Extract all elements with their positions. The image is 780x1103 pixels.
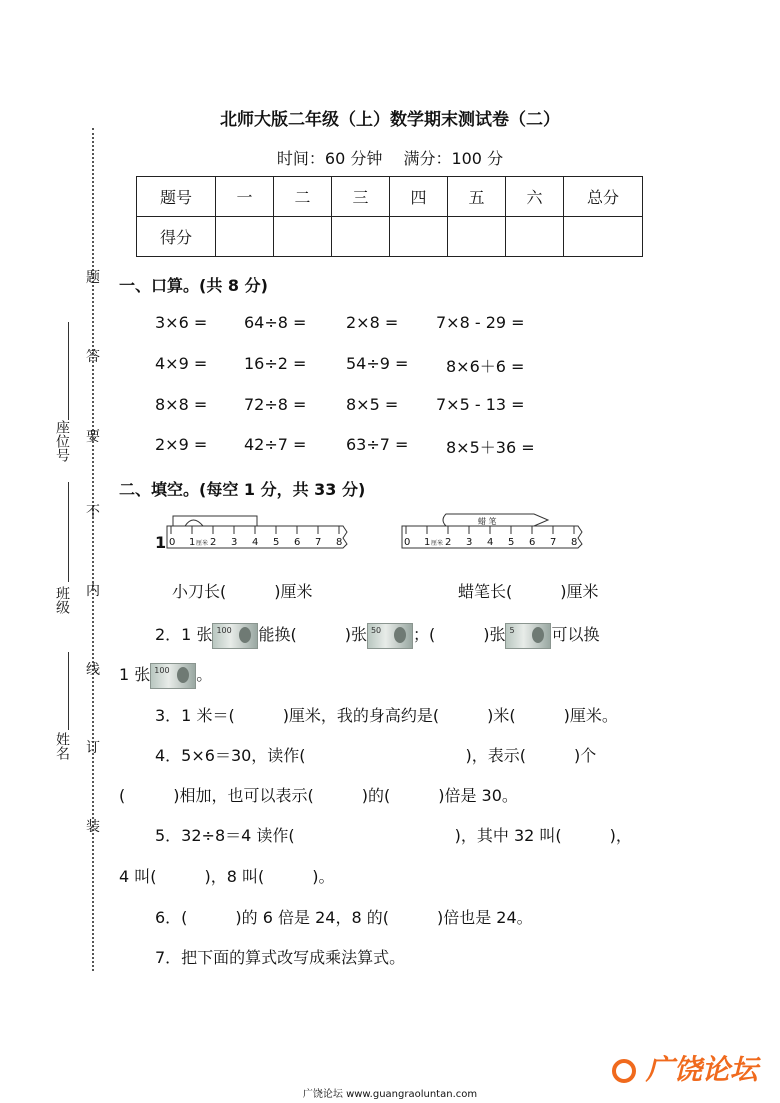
calc-item: 63÷7 = xyxy=(346,435,409,454)
question-5-line-2: 4 叫( )，8 叫( )。 xyxy=(119,867,335,886)
row-label-cell: 得分 xyxy=(137,217,216,257)
calc-item: 8×6＋6 = xyxy=(446,357,525,376)
seal-char: 装 xyxy=(86,819,100,835)
header-cell: 五 xyxy=(448,177,506,217)
binding-dotted-line xyxy=(92,128,94,971)
header-cell: 一 xyxy=(216,177,274,217)
ruler-tick-label: 5 xyxy=(508,537,515,548)
banknote-50-icon xyxy=(367,623,413,649)
question-2-line-2 xyxy=(119,662,212,689)
ruler-tick-label: 2 xyxy=(445,537,452,548)
seat-blank[interactable] xyxy=(68,322,69,420)
header-cell: 题号 xyxy=(137,177,216,217)
calc-item: 42÷7 = xyxy=(244,435,307,454)
ruler-tick-label: 6 xyxy=(294,537,301,548)
q2-part-a: 2．1 张 xyxy=(155,625,213,644)
seal-char: 不 xyxy=(86,504,100,520)
name-label: 姓名 xyxy=(54,732,70,760)
header-cell: 二 xyxy=(274,177,332,217)
banknote-100-icon xyxy=(150,663,196,689)
banknote-100-icon xyxy=(212,623,258,649)
question-2-line-1 xyxy=(155,622,599,649)
section-2-heading: 二、填空。(每空 1 分，共 33 分) xyxy=(119,480,366,499)
calc-item: 16÷2 = xyxy=(244,354,307,373)
exam-info: 时间：60 分钟 满分：100 分 xyxy=(276,149,504,168)
ruler-tick-label: 3 xyxy=(466,537,473,548)
score-cell[interactable] xyxy=(332,217,390,257)
banknote-5-icon xyxy=(505,623,551,649)
calc-item: 4×9 = xyxy=(155,354,208,373)
ruler-tick-label: 4 xyxy=(487,537,494,548)
seal-char: 要 xyxy=(86,429,100,445)
seat-label: 座位号 xyxy=(54,420,70,462)
calc-item: 2×8 = xyxy=(346,313,399,332)
section-1-heading: 一、口算。(共 8 分) xyxy=(119,276,268,295)
seal-char: 答 xyxy=(86,349,100,365)
calc-item: 8×5＋36 = xyxy=(446,438,535,457)
q2-part-b: 能换( )张 xyxy=(258,625,367,644)
calc-item: 8×8 = xyxy=(155,395,208,414)
name-blank[interactable] xyxy=(68,652,69,730)
bill-value: 100 xyxy=(216,625,232,635)
calc-item: 54÷9 = xyxy=(346,354,409,373)
question-1-knife-text: 小刀长( )厘米 xyxy=(172,582,313,601)
footer-watermark: 广饶论坛 www.guangraoluntan.com xyxy=(302,1089,478,1100)
calc-item: 7×8 - 29 = xyxy=(436,313,525,332)
header-cell: 六 xyxy=(506,177,564,217)
seal-char: 线 xyxy=(86,662,100,678)
ruler-tick-label: 8 xyxy=(336,537,343,548)
ruler-tick-label: 厘米 xyxy=(431,540,444,547)
ruler-tick-label: 6 xyxy=(529,537,536,548)
question-3: 3．1 米＝( )厘米，我的身高约是( )米( )厘米。 xyxy=(155,706,618,725)
ruler-tick-label: 5 xyxy=(273,537,280,548)
calc-item: 64÷8 = xyxy=(244,313,307,332)
brand-text: 广饶论坛 xyxy=(645,1053,758,1086)
ruler-tick-label: 8 xyxy=(571,537,578,548)
class-blank[interactable] xyxy=(68,482,69,582)
score-cell[interactable] xyxy=(564,217,643,257)
q2-part-f: 。 xyxy=(196,665,213,684)
ruler-tick-label: 3 xyxy=(231,537,238,548)
score-table xyxy=(136,176,643,257)
seal-char: 订 xyxy=(86,740,100,756)
ruler-tick-label: 7 xyxy=(315,537,322,548)
score-cell[interactable] xyxy=(448,217,506,257)
crayon-label: 蜡 笔 xyxy=(478,517,497,526)
question-6: 6．( )的 6 倍是 24，8 的( )倍也是 24。 xyxy=(155,908,533,927)
score-cell[interactable] xyxy=(216,217,274,257)
page-title: 北师大版二年级（上）数学期末测试卷（二） xyxy=(220,110,560,130)
brand-logo xyxy=(612,1048,758,1088)
calc-item: 7×5 - 13 = xyxy=(436,395,525,414)
ruler-tick-label: 1 xyxy=(424,537,431,548)
bill-value: 50 xyxy=(370,625,382,635)
bill-value: 5 xyxy=(509,625,515,635)
ruler-tick-label: 4 xyxy=(252,537,259,548)
question-7: 7．把下面的算式改写成乘法算式。 xyxy=(155,948,406,967)
q2-part-e: 1 张 xyxy=(119,665,151,684)
score-cell[interactable] xyxy=(274,217,332,257)
seal-char: 内 xyxy=(86,583,100,599)
brand-g-icon xyxy=(612,1059,636,1083)
score-table-header-row xyxy=(137,177,643,217)
ruler-with-knife-figure xyxy=(165,512,355,552)
ruler-tick-label: 0 xyxy=(169,537,176,548)
ruler-tick-label: 0 xyxy=(404,537,411,548)
calc-item: 2×9 = xyxy=(155,435,208,454)
question-1-crayon-text: 蜡笔长( )厘米 xyxy=(458,582,599,601)
question-4-line-2: ( )相加，也可以表示( )的( )倍是 30。 xyxy=(119,786,518,805)
question-5-line-1: 5．32÷8＝4 读作( )，其中 32 叫( )， xyxy=(155,826,632,845)
calc-item: 72÷8 = xyxy=(244,395,307,414)
class-label: 班级 xyxy=(54,586,70,614)
seal-char: 题 xyxy=(86,270,100,286)
ruler-tick-label: 1 xyxy=(189,537,196,548)
q2-part-c: ；( )张 xyxy=(412,625,506,644)
score-table-score-row xyxy=(137,217,643,257)
ruler-with-crayon-figure xyxy=(400,508,590,552)
header-cell: 四 xyxy=(390,177,448,217)
question-4-line-1: 4．5×6＝30，读作( )，表示( )个 xyxy=(155,746,597,765)
header-cell: 总分 xyxy=(564,177,643,217)
calc-item: 3×6 = xyxy=(155,313,208,332)
score-cell[interactable] xyxy=(390,217,448,257)
ruler-tick-label: 厘米 xyxy=(196,540,209,547)
question-1-number: 1 xyxy=(155,533,167,552)
header-cell: 三 xyxy=(332,177,390,217)
ruler-tick-label: 7 xyxy=(550,537,557,548)
bill-value: 100 xyxy=(154,665,170,675)
ruler-tick-label: 2 xyxy=(210,537,217,548)
score-cell[interactable] xyxy=(506,217,564,257)
calc-item: 8×5 = xyxy=(346,395,399,414)
q2-part-d: 可以换 xyxy=(551,625,600,644)
